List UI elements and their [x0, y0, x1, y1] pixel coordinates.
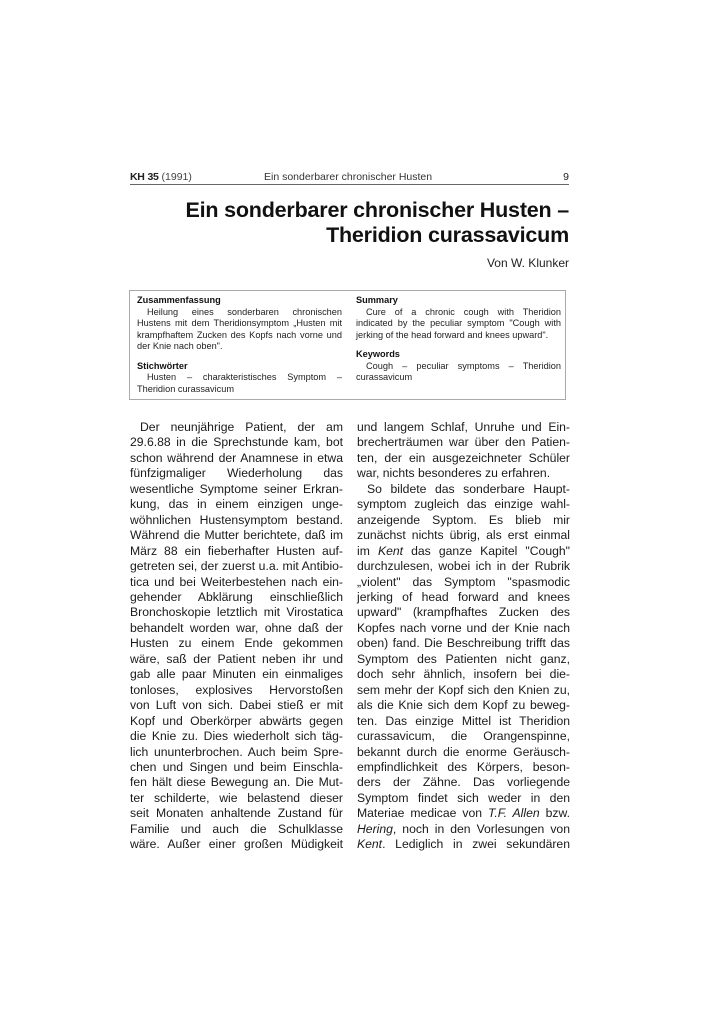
keywords-text-german: Husten – charakteristisches Symptom – Theridion curassavicum: [137, 372, 342, 394]
body-line: die Knie zu. Dies wiederholt sich täg-: [130, 729, 343, 744]
body-line: wöhnlichen Hustensymptom bestand.: [130, 512, 343, 527]
keywords-heading-english: Keywords: [356, 349, 400, 359]
running-head: [130, 170, 569, 185]
body-line: schon während der Anamnese in etwa: [130, 450, 343, 465]
body-line: empfindlichkeit des Körpers, beson-: [357, 759, 570, 774]
body-line: curassavicum, die Orangenspinne,: [357, 729, 570, 744]
body-line: jerking of head forward and knees: [357, 589, 570, 604]
body-column-left: [130, 420, 343, 853]
body-line: als die Knie sich dem Kopf zu beweg-: [357, 698, 570, 713]
body-line: seit Monaten anhaltende Zustand für: [130, 806, 343, 821]
body-line: anzeigende Syptom. Es blieb mir: [357, 512, 570, 527]
body-line: kung, das in einem einzigen unge-: [130, 497, 343, 512]
running-title: Ein sonderbarer chronischer Husten: [264, 171, 433, 183]
body-line: getreten sei, der zuerst u.a. mit Antibio-: [130, 559, 343, 574]
abstract-german: [137, 295, 342, 395]
journal-year: (1991): [161, 171, 192, 183]
body-line: ten, der ein ausgezeichneter Schüler: [357, 450, 570, 465]
body-line: oben) fand. Die Beschreibung trifft das: [357, 636, 570, 651]
abstract-text-german: Heilung eines sonderbaren chronischen Hustens mit dem Theridionsymptom „Husten mit krampfhaftem Zucken des Kopfs nach vorne und der Knie nach oben".: [137, 306, 342, 351]
body-line: lich ununterbrochen. Auch beim Spre-: [130, 744, 343, 759]
body-line: wesentliche Symptome seiner Erkran-: [130, 481, 343, 496]
body-line: Bronchoskopie letztlich mit Virostatica: [130, 605, 343, 620]
body-line: Der neunjährige Patient, der am: [140, 420, 343, 434]
body-line: Kopf und Oberkörper abwärts gegen: [130, 713, 343, 728]
article-author: Von W. Klunker: [486, 256, 569, 270]
body-line: und langem Schlaf, Unruhe und Ein-: [357, 420, 570, 434]
body-line: März 88 ein fieberhafter Husten auf-: [130, 543, 343, 558]
abstract-english: [356, 295, 561, 384]
body-line: „violent" das Symptom "spasmodic: [357, 574, 570, 589]
cited-author-kent: Kent: [357, 837, 383, 852]
body-line: von Luft von sich. Dabei stieß er mit: [130, 698, 343, 713]
journal-citation: [130, 170, 192, 184]
article-title-line-2: Theridion curassavicum: [326, 223, 569, 247]
journal-volume: 35: [147, 171, 159, 183]
body-line: Husten zu einem Ende gekommen: [130, 636, 343, 651]
keywords-heading-german: Stichwörter: [137, 360, 188, 371]
body-column-right: [357, 420, 570, 853]
body-line: war, nichts besonderes zu erfahren.: [357, 466, 551, 481]
page-number: 9: [563, 171, 569, 183]
body-line: So bildete das sonderbare Haupt-: [367, 481, 570, 496]
body-line: symptom zugleich das einzige wahl-: [357, 497, 570, 512]
body-line: Hering, noch in den Vorlesungen von: [357, 821, 570, 836]
abstract-text-english: Cure of a chronic cough with Theridion indicated by the peculiar symptom "Cough with jerking of the head forward and knees upward".: [356, 306, 561, 340]
body-line: tica und bei Weiterbestehen nach ein-: [130, 574, 343, 589]
body-line: bekannt durch die enorme Geräusch-: [357, 744, 570, 759]
cited-author-allen: T.F. Allen: [488, 806, 540, 821]
article-title: [130, 198, 569, 248]
body-line: fen hält diese Bewegung an. Die Mut-: [130, 775, 343, 790]
body-line: brecherträumen war über den Patien-: [357, 435, 570, 450]
body-line: ten. Das einzige Mittel ist Theridion: [357, 713, 570, 728]
body-line: gab alle paar Minuten ein einmaliges: [130, 667, 343, 682]
body-line: gehender Abklärung einschließlich: [130, 589, 343, 604]
body-line: 29.6.88 in die Sprechstunde kam, bot: [130, 435, 343, 450]
body-line: Materiae medicae von T.F. Allen bzw.: [357, 806, 570, 821]
body-line: ders der Zähne. Das vorliegende: [357, 775, 570, 790]
body-line: doch sehr ähnlich, insofern bei die-: [357, 667, 570, 682]
body-line: Während die Mutter berichtete, daß im: [130, 528, 343, 543]
body-line: zunächst nichts übrig, als erst einmal: [357, 528, 570, 543]
cited-author-hering: Hering: [357, 821, 393, 836]
body-line: Kent. Lediglich in zwei sekundären: [357, 837, 570, 852]
body-line: Familie und auch die Schulklasse: [130, 821, 343, 836]
cited-author-kent: Kent: [377, 543, 404, 558]
body-line: wäre. Außer einer großen Müdigkeit: [130, 837, 343, 852]
abstract-box: [129, 290, 566, 400]
keywords-text-english: Cough – peculiar symptoms – Theridion curassavicum: [356, 360, 561, 382]
body-line: tonloses, explosives Hervorstoßen: [130, 682, 343, 697]
journal-abbr: KH: [130, 171, 145, 183]
body-line: fünfzigmaliger Wiederholung das: [130, 466, 343, 481]
article-title-line-1: Ein sonderbarer chronischer Husten –: [185, 198, 569, 222]
abstract-heading-german: Zusammenfassung: [137, 295, 221, 305]
body-line: Kopfes nach vorne und der Knie nach: [357, 620, 570, 635]
body-line: Symptom des Patienten nicht ganz,: [357, 651, 570, 666]
body-line: ter schilderte, wie belastend dieser: [130, 790, 343, 805]
body-line: wäre, saß der Patient neben ihr und: [130, 651, 343, 666]
body-line: behandelt worden war, ohne daß der: [130, 620, 343, 635]
body-line: chen und Singen und beim Einschla-: [130, 759, 343, 774]
body-line: sem mehr der Kopf sich den Knien zu,: [357, 682, 570, 697]
body-line: durchzulesen, wobei ich in der Rubrik: [357, 559, 570, 574]
body-line: Symptom findet sich weder in den: [357, 790, 570, 805]
body-line: im Kent das ganze Kapitel "Cough": [357, 543, 570, 558]
abstract-heading-english: Summary: [356, 295, 398, 305]
body-line: upward" (krampfhaftes Zucken des: [357, 605, 570, 620]
